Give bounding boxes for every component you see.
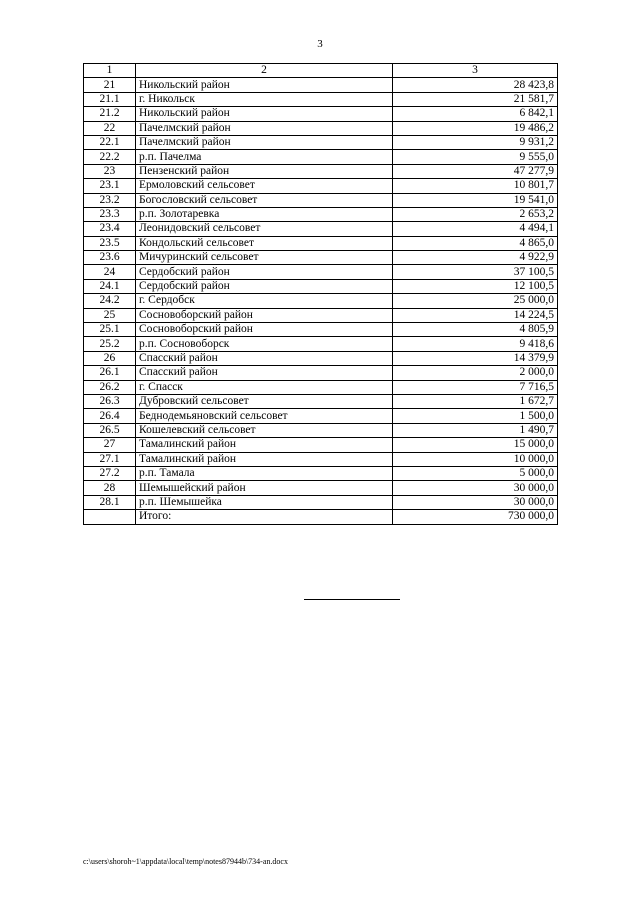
territory-name-cell: Леонидовский сельсовет <box>136 222 393 236</box>
territory-name-cell: Тамалинский район <box>136 452 393 466</box>
table-row <box>84 265 558 279</box>
amount-cell: 6 842,1 <box>393 107 558 121</box>
table-row <box>84 394 558 408</box>
row-number-cell: 26.2 <box>84 380 136 394</box>
row-number-cell: 26.5 <box>84 423 136 437</box>
table-row <box>84 121 558 135</box>
row-number-cell <box>84 510 136 524</box>
territory-name-cell: г. Сердобск <box>136 294 393 308</box>
row-number-cell: 21 <box>84 78 136 92</box>
amount-cell: 4 805,9 <box>393 323 558 337</box>
total-row <box>84 510 558 524</box>
row-number-cell: 28.1 <box>84 495 136 509</box>
column-header-2: 2 <box>136 64 393 78</box>
table-row <box>84 135 558 149</box>
amount-cell: 47 277,9 <box>393 164 558 178</box>
footer-file-path: c:\users\shoroh~1\appdata\local\temp\notes87944b\734-an.docx <box>83 857 288 866</box>
separator-line <box>304 599 400 600</box>
table-row <box>84 222 558 236</box>
row-number-cell: 23.1 <box>84 179 136 193</box>
amount-cell: 19 486,2 <box>393 121 558 135</box>
territory-name-cell: Пензенский район <box>136 164 393 178</box>
table-row <box>84 236 558 250</box>
territory-name-cell: Шемышейский район <box>136 481 393 495</box>
row-number-cell: 23.3 <box>84 207 136 221</box>
amount-cell: 28 423,8 <box>393 78 558 92</box>
table-row <box>84 409 558 423</box>
amount-cell: 10 801,7 <box>393 179 558 193</box>
table-row <box>84 164 558 178</box>
table-row <box>84 279 558 293</box>
amount-cell: 10 000,0 <box>393 452 558 466</box>
table-row <box>84 193 558 207</box>
table-row <box>84 92 558 106</box>
table-row <box>84 366 558 380</box>
territory-name-cell: Пачелмский район <box>136 135 393 149</box>
amount-cell: 12 100,5 <box>393 279 558 293</box>
territory-name-cell: Сосновоборский район <box>136 308 393 322</box>
row-number-cell: 21.2 <box>84 107 136 121</box>
table-row <box>84 150 558 164</box>
territory-name-cell: Пачелмский район <box>136 121 393 135</box>
amount-cell: 14 224,5 <box>393 308 558 322</box>
amount-cell: 9 555,0 <box>393 150 558 164</box>
amount-cell: 7 716,5 <box>393 380 558 394</box>
territory-name-cell: г. Спасск <box>136 380 393 394</box>
row-number-cell: 26 <box>84 351 136 365</box>
table-row <box>84 107 558 121</box>
row-number-cell: 23.5 <box>84 236 136 250</box>
table-row <box>84 466 558 480</box>
amount-cell: 1 672,7 <box>393 394 558 408</box>
row-number-cell: 24.1 <box>84 279 136 293</box>
row-number-cell: 23.4 <box>84 222 136 236</box>
territory-name-cell: р.п. Сосновоборск <box>136 337 393 351</box>
territory-name-cell: Никольский район <box>136 78 393 92</box>
table-row <box>84 308 558 322</box>
amount-cell: 19 541,0 <box>393 193 558 207</box>
table-row <box>84 323 558 337</box>
row-number-cell: 23 <box>84 164 136 178</box>
row-number-cell: 23.6 <box>84 251 136 265</box>
row-number-cell: 23.2 <box>84 193 136 207</box>
page-number: 3 <box>317 38 323 50</box>
amount-cell: 9 931,2 <box>393 135 558 149</box>
amount-cell: 2 000,0 <box>393 366 558 380</box>
column-header-1: 1 <box>84 64 136 78</box>
amount-cell: 1 490,7 <box>393 423 558 437</box>
row-number-cell: 26.4 <box>84 409 136 423</box>
territory-name-cell: Мичуринский сельсовет <box>136 251 393 265</box>
amount-cell: 37 100,5 <box>393 265 558 279</box>
amount-cell: 9 418,6 <box>393 337 558 351</box>
territory-name-cell: Никольский район <box>136 107 393 121</box>
amount-cell: 730 000,0 <box>393 510 558 524</box>
row-number-cell: 26.1 <box>84 366 136 380</box>
table-row <box>84 207 558 221</box>
territory-name-cell: Беднодемьяновский сельсовет <box>136 409 393 423</box>
table-row <box>84 251 558 265</box>
table-row <box>84 380 558 394</box>
table-row <box>84 452 558 466</box>
row-number-cell: 22 <box>84 121 136 135</box>
amount-cell: 4 494,1 <box>393 222 558 236</box>
territory-name-cell: Дубровский сельсовет <box>136 394 393 408</box>
row-number-cell: 27 <box>84 438 136 452</box>
table-row <box>84 423 558 437</box>
territory-name-cell: Сердобский район <box>136 265 393 279</box>
row-number-cell: 25 <box>84 308 136 322</box>
table-header-row <box>84 64 558 78</box>
row-number-cell: 27.1 <box>84 452 136 466</box>
row-number-cell: 24 <box>84 265 136 279</box>
allocation-table <box>83 63 558 525</box>
table-row <box>84 179 558 193</box>
territory-name-cell: Тамалинский район <box>136 438 393 452</box>
row-number-cell: 26.3 <box>84 394 136 408</box>
amount-cell: 5 000,0 <box>393 466 558 480</box>
territory-name-cell: Кондольский сельсовет <box>136 236 393 250</box>
row-number-cell: 22.2 <box>84 150 136 164</box>
territory-name-cell: Ермоловский сельсовет <box>136 179 393 193</box>
territory-name-cell: г. Никольск <box>136 92 393 106</box>
table-row <box>84 438 558 452</box>
territory-name-cell: Итого: <box>136 510 393 524</box>
territory-name-cell: Сердобский район <box>136 279 393 293</box>
territory-name-cell: р.п. Шемышейка <box>136 495 393 509</box>
row-number-cell: 28 <box>84 481 136 495</box>
row-number-cell: 21.1 <box>84 92 136 106</box>
amount-cell: 14 379,9 <box>393 351 558 365</box>
territory-name-cell: Кошелевский сельсовет <box>136 423 393 437</box>
amount-cell: 1 500,0 <box>393 409 558 423</box>
territory-name-cell: Спасский район <box>136 351 393 365</box>
row-number-cell: 25.1 <box>84 323 136 337</box>
table-row <box>84 481 558 495</box>
amount-cell: 21 581,7 <box>393 92 558 106</box>
table-row <box>84 351 558 365</box>
territory-name-cell: р.п. Золотаревка <box>136 207 393 221</box>
row-number-cell: 24.2 <box>84 294 136 308</box>
amount-cell: 30 000,0 <box>393 481 558 495</box>
amount-cell: 25 000,0 <box>393 294 558 308</box>
table-row <box>84 495 558 509</box>
table-row <box>84 78 558 92</box>
table-row <box>84 337 558 351</box>
amount-cell: 15 000,0 <box>393 438 558 452</box>
territory-name-cell: р.п. Тамала <box>136 466 393 480</box>
amount-cell: 4 865,0 <box>393 236 558 250</box>
amount-cell: 4 922,9 <box>393 251 558 265</box>
table-row <box>84 294 558 308</box>
row-number-cell: 27.2 <box>84 466 136 480</box>
row-number-cell: 22.1 <box>84 135 136 149</box>
territory-name-cell: р.п. Пачелма <box>136 150 393 164</box>
column-header-3: 3 <box>393 64 558 78</box>
row-number-cell: 25.2 <box>84 337 136 351</box>
territory-name-cell: Спасский район <box>136 366 393 380</box>
territory-name-cell: Сосновоборский район <box>136 323 393 337</box>
amount-cell: 30 000,0 <box>393 495 558 509</box>
territory-name-cell: Богословский сельсовет <box>136 193 393 207</box>
amount-cell: 2 653,2 <box>393 207 558 221</box>
